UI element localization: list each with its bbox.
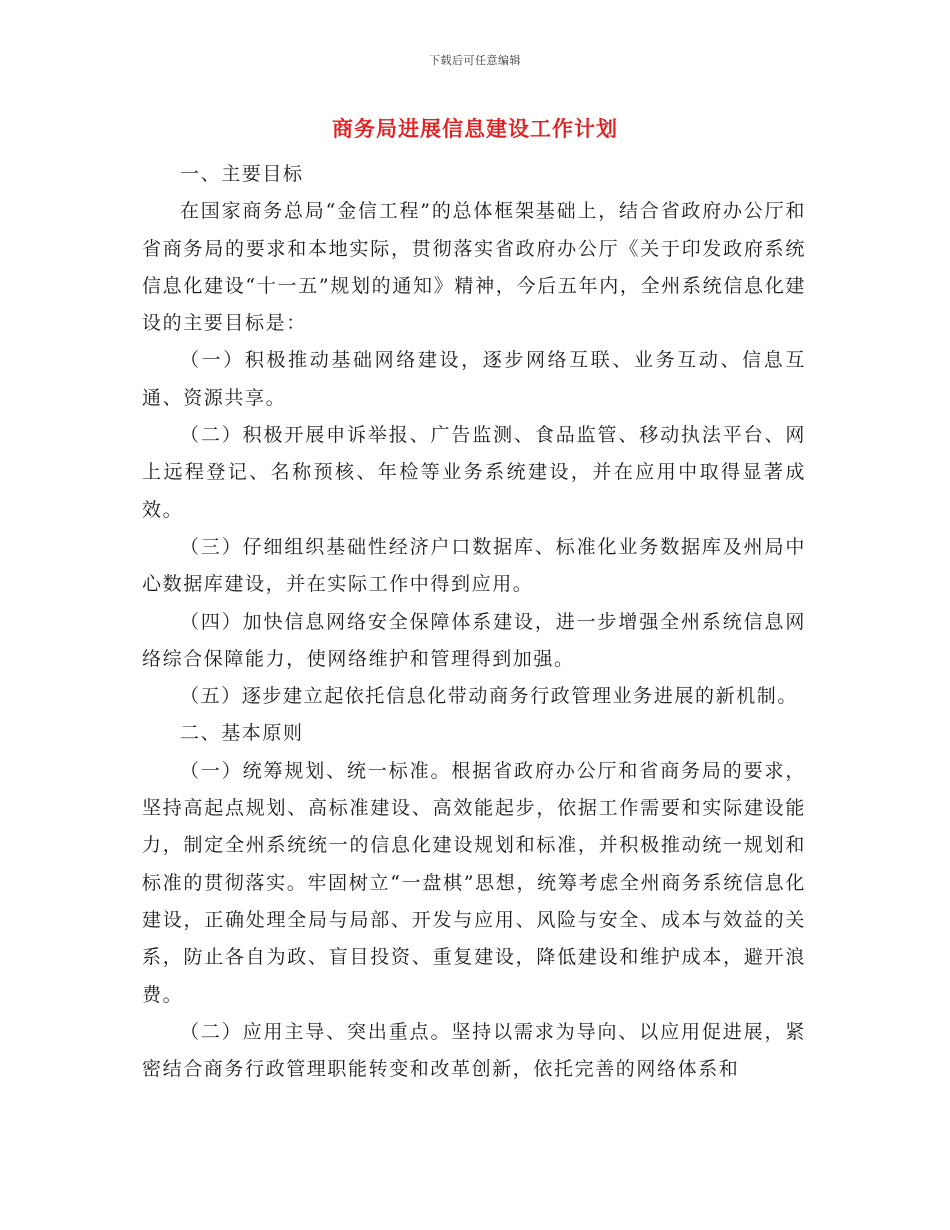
paragraph: （一）积极推动基础网络建设，逐步网络互联、业务互动、信息互通、资源共享。: [142, 349, 806, 409]
document-title: 商务局进展信息建设工作计划: [332, 116, 618, 141]
paragraph: 在国家商务总局“金信工程”的总体框架基础上，结合省政府办公厅和省商务局的要求和本地实际，贯彻落实省政府办公厅《关于印发政府系统信息化建设“十一五”规划的通知》精神，今后五年内，全州系统信息化建设的主要目标是：: [142, 200, 806, 335]
paragraph: （三）仔细组织基础性经济户口数据库、标准化业务数据库及州局中心数据库建设，并在实际工作中得到应用。: [142, 535, 806, 596]
paragraph: （二）应用主导、突出重点。坚持以需求为导向、以应用促进展，紧密结合商务行政管理职能转变和改革创新，依托完善的网络体系和: [142, 1020, 806, 1081]
paragraph: （五）逐步建立起依托信息化带动商务行政管理业务进展的新机制。: [180, 685, 799, 708]
paragraph: （二）积极开展申诉举报、广告监测、食品监管、移动执法平台、网上远程登记、名称预核、年检等业务系统建设，并在应用中取得显著成效。: [142, 424, 806, 521]
header-note: 下载后可任意编辑: [429, 54, 521, 67]
document-body: [142, 156, 806, 1088]
section-heading-main-goals: 一、主要目标: [180, 163, 304, 185]
section-heading-basic-principles: 二、基本原则: [180, 722, 304, 745]
paragraph: （四）加快信息网络安全保障体系建设，进一步增强全州系统信息网络综合保障能力，使网络维护和管理得到加强。: [142, 610, 806, 670]
paragraph: （一）统筹规划、统一标准。根据省政府办公厅和省商务局的要求，坚持高起点规划、高标准建设、高效能起步，依据工作需要和实际建设能力，制定全州系统统一的信息化建设规划和标准，并积极推动统一规划和标准的贯彻落实。牢固树立“一盘棋”思想，统筹考虑全州商务系统信息化建设，正确处理全局与局部、开发与应用、风险与安全、成本与效益的关系，防止各自为政、盲目投资、重复建设，降低建设和维护成本，避开浪费。: [142, 759, 806, 1006]
